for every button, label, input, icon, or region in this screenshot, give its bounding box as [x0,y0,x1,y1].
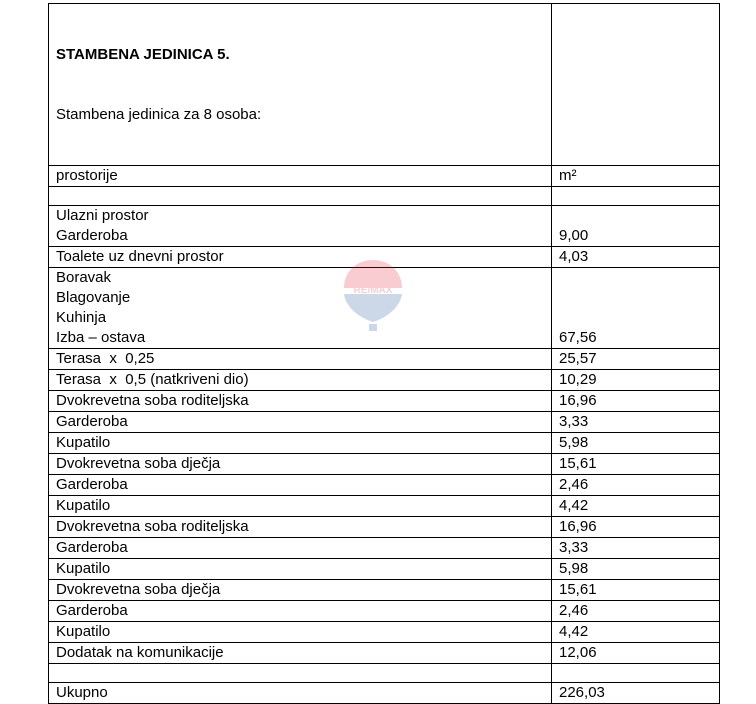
room-name: Blagovanje [56,289,131,306]
room-cell [49,538,552,559]
table-row [49,622,720,643]
room-cell [49,517,552,538]
room-name: Boravak [56,269,112,286]
room-cell [49,349,552,370]
table-row [49,206,720,247]
total-row [49,683,720,704]
area-value: 12,06 [552,643,720,664]
room-name: Garderoba [56,602,128,619]
room-name: Izba – ostava [56,329,146,346]
total-label: Ukupno [49,683,552,704]
room-cell [49,247,552,268]
table-row [49,559,720,580]
header-label: prostorije [49,166,552,187]
table-row [49,601,720,622]
room-name: Kupatilo [56,623,111,640]
table-row [49,412,720,433]
area-value: 15,61 [552,454,720,475]
table-row [49,643,720,664]
room-name: Kuhinja [56,309,107,326]
room-name: Kupatilo [56,434,111,451]
area-table [48,3,720,704]
area-value: 2,46 [552,475,720,496]
room-cell [49,206,552,247]
area-value: 3,33 [552,538,720,559]
spacer-row [49,664,720,683]
room-name: Dodatak na komunikacije [56,644,224,661]
table-row [49,433,720,454]
table-row [49,349,720,370]
room-cell [49,433,552,454]
area-value: 15,61 [552,580,720,601]
room-cell [49,370,552,391]
spacer-cell [552,664,720,683]
room-cell [49,622,552,643]
table-row [49,496,720,517]
unit-subtitle: Stambena jedinica za 8 osoba: [56,106,262,123]
area-value: 67,56 [552,268,720,349]
room-name: Kupatilo [56,560,111,577]
room-cell [49,391,552,412]
area-value: 4,42 [552,496,720,517]
table-row [49,580,720,601]
room-name: Terasa x 0,25 [56,350,155,367]
spacer-cell [49,664,552,683]
area-value: 5,98 [552,559,720,580]
room-name: Dvokrevetna soba roditeljska [56,392,249,409]
room-cell [49,496,552,517]
unit-title: STAMBENA JEDINICA 5. [56,46,230,63]
header-unit: m² [552,166,720,187]
table-row [49,268,720,349]
header-row [49,166,720,187]
total-value: 226,03 [552,683,720,704]
room-cell [49,475,552,496]
table-row [49,247,720,268]
table-row [49,475,720,496]
title-row [49,4,720,166]
table-row [49,538,720,559]
room-name: Kupatilo [56,497,111,514]
area-value: 16,96 [552,391,720,412]
area-value: 9,00 [552,206,720,247]
table-row [49,517,720,538]
title-value-cell [552,4,720,166]
room-name: Garderoba [56,476,128,493]
title-cell [49,4,552,166]
watermark-text: RE/MAX [353,285,393,296]
room-cell [49,454,552,475]
room-cell [49,559,552,580]
room-cell [49,412,552,433]
room-cell [49,268,552,349]
room-name: Dvokrevetna soba dječja [56,581,221,598]
area-value: 5,98 [552,433,720,454]
room-name: Dvokrevetna soba dječja [56,455,221,472]
area-value: 10,29 [552,370,720,391]
spacer-cell [49,187,552,206]
area-value: 3,33 [552,412,720,433]
room-name: Garderoba [56,539,128,556]
area-value: 4,03 [552,247,720,268]
room-name: Toalete uz dnevni prostor [56,248,224,265]
room-name: Garderoba [56,413,128,430]
table-row [49,454,720,475]
table-row [49,370,720,391]
room-name: Dvokrevetna soba roditeljska [56,518,249,535]
area-value: 25,57 [552,349,720,370]
room-name: Garderoba [56,227,128,244]
room-name: Ulazni prostor [56,207,149,224]
table-row [49,391,720,412]
room-cell [49,601,552,622]
spacer-cell [552,187,720,206]
area-value: 2,46 [552,601,720,622]
spacer-row [49,187,720,206]
room-name: Terasa x 0,5 (natkriveni dio) [56,371,249,388]
room-cell [49,643,552,664]
room-cell [49,580,552,601]
area-value: 16,96 [552,517,720,538]
area-value: 4,42 [552,622,720,643]
